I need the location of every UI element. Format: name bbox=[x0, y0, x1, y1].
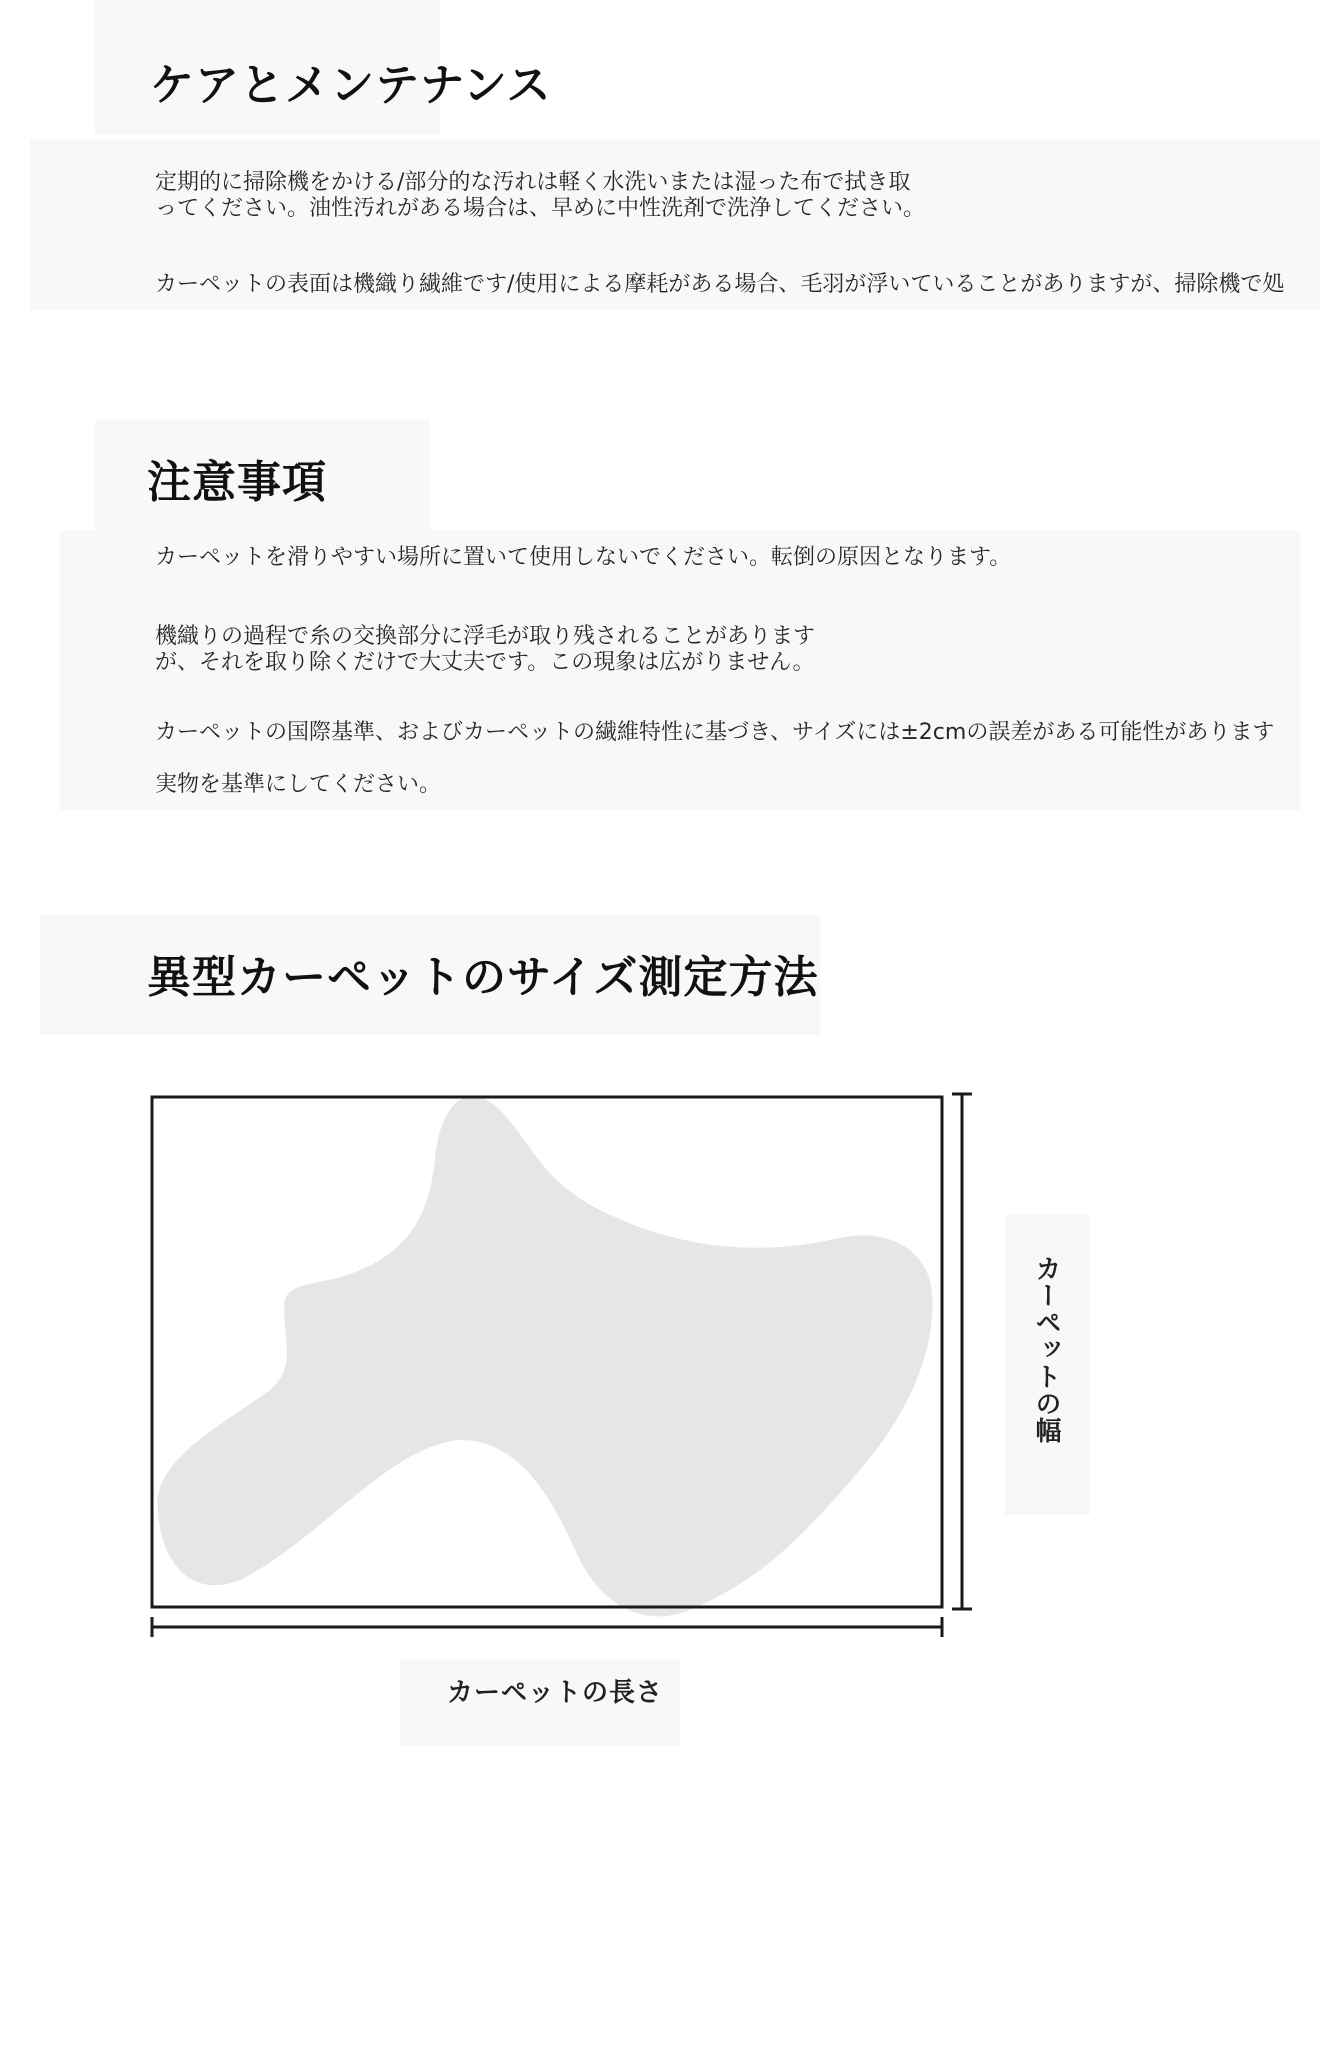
carpet-width-label: カーペットの幅 bbox=[1031, 1255, 1061, 1444]
caution-item-2-line2: が、それを取り除くだけで大丈夫です。この現象は広がりません。 bbox=[155, 650, 815, 675]
care-paragraph-line1: 定期的に掃除機をかける/部分的な汚れは軽く水洗いまたは湿った布で拭き取 bbox=[155, 170, 911, 195]
caution-title: 注意事項 bbox=[147, 457, 327, 508]
care-paragraph-line2: ってください。油性汚れがある場合は、早めに中性洗剤で洗浄してください。 bbox=[155, 196, 926, 221]
caution-item-1: カーペットを滑りやすい場所に置いて使用しないでください。転倒の原因となります。 bbox=[155, 545, 1012, 570]
caution-item-3: カーペットの国際基準、およびカーペットの繊維特性に基づき、サイズには±2cmの誤差がある可能性があります bbox=[155, 720, 1275, 745]
care-title: ケアとメンテナンス bbox=[150, 60, 552, 111]
irregular-carpet-shape bbox=[157, 1096, 932, 1616]
caution-item-4: 実物を基準にしてください。 bbox=[155, 772, 442, 797]
care-paragraph-2: カーペットの表面は機織り繊維です/使用による摩耗がある場合、毛羽が浮いていることがありますが、掃除機で処 bbox=[155, 272, 1285, 297]
caution-item-2-line1: 機織りの過程で糸の交換部分に浮毛が取り残されることがあります bbox=[155, 624, 816, 649]
carpet-length-label: カーペットの長さ bbox=[447, 1678, 664, 1708]
measure-title: 異型カーペットのサイズ測定方法 bbox=[147, 952, 819, 1003]
